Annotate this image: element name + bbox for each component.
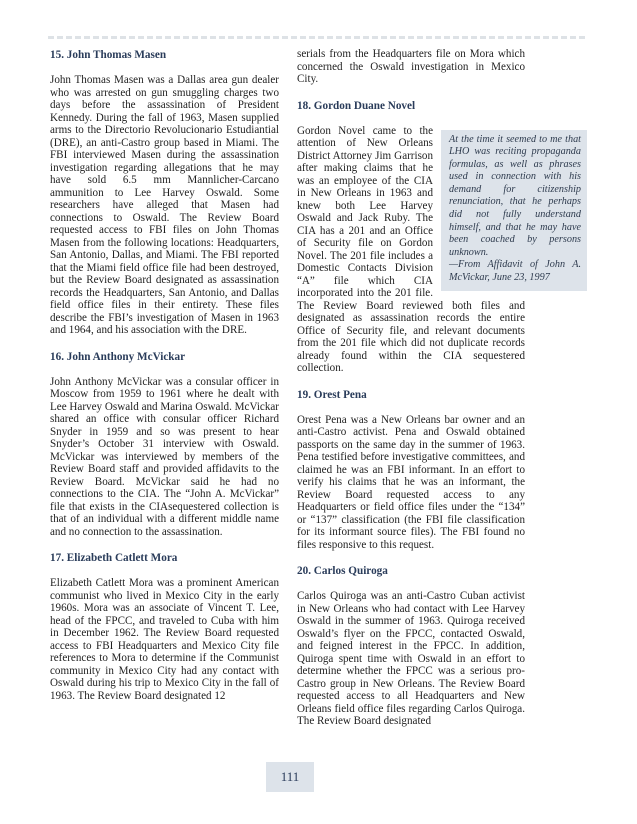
section-15-heading: 15. John Thomas Masen xyxy=(50,49,167,61)
section-19-heading: 19. Orest Pena xyxy=(297,388,367,401)
pull-quote xyxy=(441,130,587,291)
right-column xyxy=(297,40,581,728)
section-18-body-wrap xyxy=(297,124,581,375)
pull-quote-attribution: —From Affidavit of John A. McVickar, June 23, 1997 xyxy=(449,259,581,284)
pull-quote-text: At the time it seemed to me that LHO was reciting propaganda formulas, as well as phrases used in connection with his demand for citizenship renunciation, that he perhaps did not fully understand himself, and that he may have been coached by persons unknown. xyxy=(449,133,581,258)
section-17-heading: 17. Elizabeth Catlett Mora xyxy=(50,552,178,564)
left-column xyxy=(50,40,279,702)
section-16-body: John Anthony McVickar was a consular officer in Moscow from 1959 to 1961 where he dealt with Lee Harvey Oswald and Marina Oswald. McVickar shared an office with consular officer Richard Snyder in 1959 and so was present to hear Snyder’s October 31 interview with Oswald. McVickar was interviewed by members of the Review Board staff and provided affidavits to the Review Board. McVickar said he had no connections to the CIA. The “John A. McVickar” file that exists in the CIAsequestered collection is that of an individual with a different middle name and no connection to the assassination. xyxy=(50,375,279,538)
section-20-body: Carlos Quiroga was an anti-Castro Cuban activist in New Orleans who had contact with Lee Harvey Oswald in the summer of 1963. Quiroga received Oswald’s flyer on the FPCC, contacted Oswald, and feigned interest in the FPCC. In addition, Quiroga spent time with Oswald in an effort to determine whether the FPCC was a serious pro-Castro group in New Orleans. The Review Board requested access to all Headquarters and New Orleans field office files regarding Carlos Quiroga. The Review Board designated xyxy=(297,590,525,727)
section-17-continuation: serials from the Headquarters file on Mora which concerned the Oswald investigation in Mexico City. xyxy=(297,48,525,85)
page-number xyxy=(266,762,314,792)
top-divider xyxy=(48,36,588,39)
section-17-body: Elizabeth Catlett Mora was a prominent American communist who lived in Mexico City in the early 1960s. Mora was an associate of Vincent T. Lee, head of the FPCC, and traveled to Cuba with him in December 1962. The Review Board requested access to FBI Headquarters and Mexico City file references to Mora to determine if the Communist community in Mexico City had any contact with Oswald during his trip to Mexico City in the fall of 1963. The Review Board designated 12 xyxy=(50,577,279,702)
section-20-heading: 20. Carlos Quiroga xyxy=(297,565,388,577)
section-16-heading: 16. John Anthony McVickar xyxy=(50,350,186,363)
section-18-heading: 18. Gordon Duane Novel xyxy=(297,99,416,112)
section-19-body: Orest Pena was a New Orleans bar owner and an anti-Castro activist. Pena and Oswald obtained passports on the same day in the summer of 1963. Pena testified before investigative committees, and claimed he was an FBI informant. In an effort to verify his claims that he was an informant, the Review Board requested access to any Headquarters or field office files under the “134” or “137” classification (the FBI file classification for its informant source files). The FBI found no files responsive to this request. xyxy=(297,413,525,551)
page-number-text: 111 xyxy=(280,769,300,784)
section-15-body: John Thomas Masen was a Dallas area gun dealer who was arrested on gun smuggling charges two days before the assassination of President Kennedy. During the fall of 1963, Masen supplied arms to the Directorio Revolucionario Estudiantial (DRE), an anti-Castro group based in Miami. The FBI interviewed Masen during the assassination investigation regarding allegations that he may have sold 6.5 mm Mannlicher-Carcano ammunition to Lee Harvey Oswald. Some researchers have alleged that Masen had connections to Oswald. The Review Board requested access to FBI files on John Thomas Masen from the following locations: Headquarters, San Antonio, Dallas, and Miami. The FBI reported that the Miami field office file had been destroyed, but the Review Board designated as assassination records the Headquarters, San Antonio, and Dallas field office files in their entirety. These files describe the FBI’s investigation of Masen in 1963 and 1964, and his association with the DRE. xyxy=(50,74,279,336)
section-18-body: Gordon Novel came to the attention of New Orleans District Attorney Jim Garrison after making claims that he was an employee of the CIA in New Orleans in 1963 and knew both Lee Harvey Oswald and Jack Ruby. The CIA has a 201 and an Office of Security file on Gordon Novel. The 201 file includes a Domestic Contacts Division “A” file which CIA incorporated into the 201 file. The Review Board reviewed both files and designated as assassination records the entire Office of Security file, and relevant documents from the 201 file which did not duplicate records already found within the CIA sequestered collection. xyxy=(297,124,525,374)
